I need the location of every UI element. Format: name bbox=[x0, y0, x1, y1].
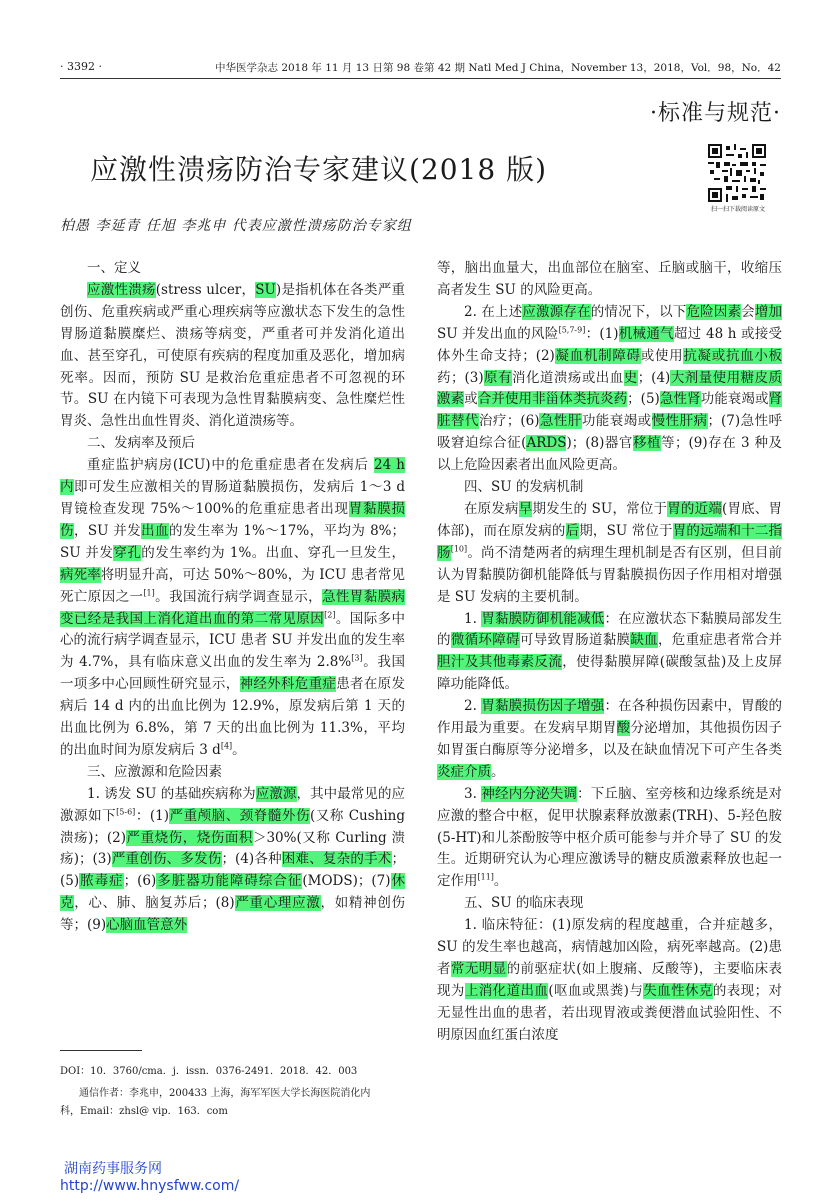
qr-caption: 扫一扫下载阅读原文 bbox=[710, 206, 765, 213]
paragraph: 应激性溃疡(stress ulcer，SU)是指机体在各类严重创伤、危重疾病或严重心理疾病等应激状态下发生的急性胃肠道黏膜糜烂、溃疡等病变，严重者可并发消化道出血、甚至穿孔，可使原有疾病的程度加重及恶化，增加病死率。因而，预防 SU 是救治危重症患者不可忽视的环节。SU 在内镜下可表现为急性胃黏膜病变、急性糜烂性胃炎、急性出血性胃炎、消化道溃疡等。 bbox=[60, 281, 405, 430]
corresponding-author: 通信作者：李兆申，200433 上海，海军军医大学长海医院消化内 bbox=[79, 1088, 371, 1099]
watermark-url[interactable]: http://www.hnysfww.com/ bbox=[60, 1178, 240, 1194]
paragraph: 1. 诱发 SU 的基础疾病称为应激源，其中最常见的应激源如下[5-6]：(1)严重颅脑、颈脊髓外伤(又称 Cushing 溃疡)；(2)严重烧伤，烧伤面积＞30%(又称 Curling 溃疡)；(3)严重创伤、多发伤；(4)各种困难、复杂的手术；(5)脓毒症；(6)多脏器功能障碍综合征(MODS)；(7)休克，心、肺、脑复苏后；(8)严重心理应激，如精神创伤等；(9)心脑血管意外 bbox=[60, 785, 406, 934]
corresponding-email: 科，Email：zhsl@ vip．163．com bbox=[60, 1106, 228, 1117]
paragraph: 2. 在上述应激源存在的情况下，以下危险因素会增加 SU 并发出血的风险[5,7-9]：(1)机械通气超过 48 h 或接受体外生命支持；(2)凝血机制障碍或使用抗凝或抗血小板药；(3)原有消化道溃疡或出血史；(4)大剂量使用糖皮质激素或合并使用非甾体类抗炎药；(5)急性肾功能衰竭或肾脏替代治疗；(6)急性肝功能衰竭或慢性肝病；(7)急性呼吸窘迫综合征(ARDS)；(8)器官移植等；(9)存在 3 种及以上危险因素者出血风险更高。 bbox=[437, 303, 783, 474]
section-heading: 五、SU 的临床表现 bbox=[464, 895, 584, 912]
section-heading: 一、定义 bbox=[87, 260, 141, 276]
paragraph: 重症监护病房(ICU)中的危重症患者在发病后 24 h 内即可发生应激相关的胃肠道黏膜损伤，发病后 1～3 d 胃镜检查发现 75%～100%的危重症患者出现胃黏膜损伤，SU 并发出血的发生率为 1%～17%，平均为 8%；SU 并发穿孔的发生率约为 1%。出血、穿孔一旦发生，病死率将明显升高，可达 50%～80%，为 ICU 患者常见死亡原因之一[1]。我国流行病学调查显示，急性胃黏膜病变已经是我国上消化道出血的第二常见原因[2]。国际多中心的流行病学调查显示，ICU 患者 SU 并发出血的发生率为 4.7%，具有临床意义出血的发生率为 2.8%[3]。我国一项多中心回顾性研究显示，神经外科危重症患者在原发病后 14 d 内的出血比例为 12.9%，原发病后第 1 天的出血比例为 6.8%，第 7 天的出血比例为 11.3%，平均的出血时间为原发病后 3 d[4]。 bbox=[60, 457, 406, 758]
article-title: 应激性溃疡防治专家建议(2018 版) bbox=[90, 153, 548, 186]
section-tag: ·标准与规范· bbox=[650, 101, 781, 126]
paragraph: 在原发病早期发生的 SU，常位于胃的近端(胃底、胃体部)，而在原发病的后期，SU 常位于胃的远端和十二指肠[10]。尚不清楚两者的病理生理机制是否有区别，但目前认为胃黏膜防御机能降低与胃黏膜损伤因子作用相对增强是 SU 发病的主要机制。 bbox=[437, 500, 783, 605]
authors: 柏愚 李延青 任旭 李兆申 代表应激性溃疡防治专家组 bbox=[60, 218, 412, 234]
section-heading: 二、发病率及预后 bbox=[87, 435, 195, 452]
footnote-rule bbox=[60, 1050, 142, 1051]
paragraph: 2. 胃黏膜损伤因子增强：在各种损伤因素中，胃酸的作用最为重要。在发病早期胃酸分泌增加，其他损伤因子如胃蛋白酶原等分泌增多，以及在缺血情况下可产生各类炎症介质。 bbox=[437, 698, 783, 780]
paragraph: 1. 胃黏膜防御机能减低：在应激状态下黏膜局部发生的微循环障碍可导致胃肠道黏膜缺血，危重症患者常合并胆汁及其他毒素反流，使得黏膜屏障(碳酸氢盐)及上皮屏障功能降低。 bbox=[437, 610, 783, 693]
paragraph: 1. 临床特征：(1)原发病的程度越重，合并症越多，SU 的发生率也越高，病情越加凶险，病死率越高。(2)患者常无明显的前驱症状(如上腹痛、反酸等)，主要临床表现为上消化道出血(呕血或黑粪)与失血性休克的表现；对无显性出血的患者，若出现胃液或粪便潜血试验阳性、不明原因血红蛋白浓度 bbox=[437, 917, 783, 1043]
right-column bbox=[437, 258, 782, 1047]
doi: DOI：10．3760/cma．j．issn．0376-2491．2018．42．003 bbox=[60, 1066, 358, 1077]
journal-header: 中华医学杂志 2018 年 11 月 13 日第 98 卷第 42 期 Natl Med J China，November 13，2018，Vol．98，No．42 bbox=[214, 62, 781, 74]
paragraph: 等，脑出血量大，出血部位在脑室、丘脑或脑干，收缩压高者发生 SU 的风险更高。 bbox=[437, 260, 782, 298]
qr-code-icon[interactable] bbox=[708, 144, 766, 202]
paragraph: 3. 神经内分泌失调：下丘脑、室旁核和边缘系统是对应激的整合中枢，促甲状腺素释放激素(TRH)、5-羟色胺(5-HT)和儿茶酚胺等中枢介质可能参与并介导了 SU 的发生。近期研究认为心理应激诱导的糖皮质激素释放也起一定作用[11]。 bbox=[437, 785, 783, 890]
watermark-name: 湖南药事服务网 bbox=[64, 1161, 162, 1177]
left-column bbox=[60, 258, 405, 937]
header-rule bbox=[60, 78, 781, 79]
section-heading: 三、应激源和危险因素 bbox=[87, 763, 222, 780]
page-number: · 3392 · bbox=[60, 60, 102, 73]
section-heading: 四、SU 的发病机制 bbox=[464, 479, 584, 496]
